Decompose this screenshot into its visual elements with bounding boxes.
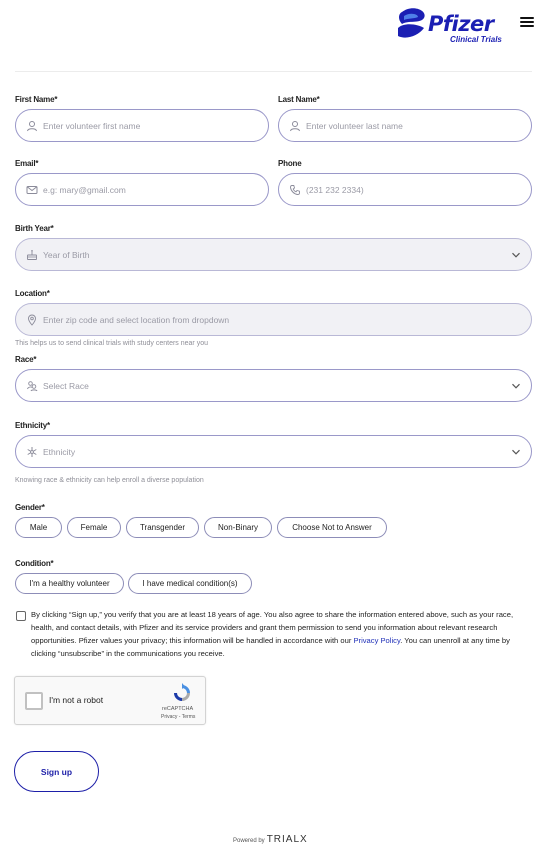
recaptcha-name: reCAPTCHA	[162, 706, 194, 712]
consent-checkbox[interactable]	[16, 611, 26, 621]
ethnicity-select[interactable]	[15, 435, 532, 468]
location-hint: This helps us to send clinical trials with study centers near you	[15, 340, 208, 347]
email-input[interactable]	[43, 181, 235, 199]
gender-option-female[interactable]: Female	[67, 517, 121, 538]
cake-icon	[26, 249, 38, 261]
last-name-input[interactable]	[306, 117, 498, 135]
condition-label: Condition*	[15, 559, 54, 568]
gender-option-non-binary[interactable]: Non-Binary	[204, 517, 272, 538]
location-field[interactable]	[15, 303, 532, 336]
gender-option-transgender[interactable]: Transgender	[126, 517, 199, 538]
phone-icon	[289, 184, 301, 196]
gender-option-male[interactable]: Male	[15, 517, 62, 538]
consent-text-before: By clicking “Sign up,” you verify that you are at least 18 years of age. You also agree to share the information entered above, such as your race, health, and contact details, with Pfizer and its service providers and grant them permission to send you information about relevant research opportunities. Pfizer values your privacy; this information will be handled in accordance with our	[31, 610, 514, 645]
location-pin-icon	[26, 314, 38, 326]
brand-name: Pfizer	[428, 12, 494, 36]
gender-option-not-answer[interactable]: Choose Not to Answer	[277, 517, 387, 538]
first-name-input[interactable]	[43, 117, 235, 135]
ethnicity-label: Ethnicity*	[15, 421, 50, 430]
pfizer-logo[interactable]	[394, 4, 504, 48]
pfizer-swirl-icon	[394, 6, 430, 42]
ethnicity-placeholder: Ethnicity	[43, 447, 76, 457]
sign-up-button[interactable]: Sign up	[14, 751, 99, 792]
people-icon	[26, 380, 38, 392]
recaptcha-logo-icon	[171, 683, 193, 703]
gender-label: Gender*	[15, 503, 45, 512]
phone-field[interactable]	[278, 173, 532, 206]
race-select[interactable]	[15, 369, 532, 402]
email-field[interactable]	[15, 173, 269, 206]
chevron-down-icon	[511, 250, 521, 260]
condition-option-healthy[interactable]: I'm a healthy volunteer	[15, 573, 124, 594]
first-name-field[interactable]	[15, 109, 269, 142]
header-divider	[15, 71, 532, 72]
phone-label: Phone	[278, 159, 302, 168]
brand-subtitle: Clinical Trials	[450, 35, 502, 44]
phone-input[interactable]	[306, 181, 498, 199]
birth-year-placeholder: Year of Birth	[43, 250, 90, 260]
powered-by	[233, 834, 308, 850]
header	[0, 0, 538, 56]
condition-option-medical[interactable]: I have medical condition(s)	[128, 573, 252, 594]
birth-year-select[interactable]	[15, 238, 532, 271]
race-label: Race*	[15, 355, 37, 364]
recaptcha-checkbox[interactable]	[25, 692, 43, 710]
trialx-logo[interactable]: TRIALX	[266, 834, 308, 845]
mail-icon	[26, 184, 38, 196]
recaptcha-label: I'm not a robot	[49, 695, 104, 705]
birth-year-label: Birth Year*	[15, 224, 54, 233]
consent-text-after: . You can unenroll at any time by clicking “unsubscribe” in the communications you receive.	[31, 636, 510, 658]
person-icon	[26, 120, 38, 132]
chevron-down-icon	[511, 381, 521, 391]
recaptcha-links[interactable]: Privacy - Terms	[161, 714, 196, 720]
location-label: Location*	[15, 289, 50, 298]
snowflake-icon	[26, 446, 38, 458]
privacy-policy-link[interactable]: Privacy Policy	[353, 636, 401, 645]
person-icon	[289, 120, 301, 132]
email-label: Email*	[15, 159, 39, 168]
ethnicity-hint: Knowing race & ethnicity can help enroll a diverse population	[15, 477, 204, 484]
first-name-label: First Name*	[15, 95, 58, 104]
last-name-label: Last Name*	[278, 95, 320, 104]
chevron-down-icon	[511, 447, 521, 457]
hamburger-menu-icon[interactable]	[520, 17, 534, 29]
location-input[interactable]	[43, 311, 498, 329]
recaptcha-widget	[14, 676, 206, 725]
race-placeholder: Select Race	[43, 381, 89, 391]
last-name-field[interactable]	[278, 109, 532, 142]
powered-by-label: Powered by	[233, 838, 265, 844]
consent-text	[31, 608, 535, 660]
